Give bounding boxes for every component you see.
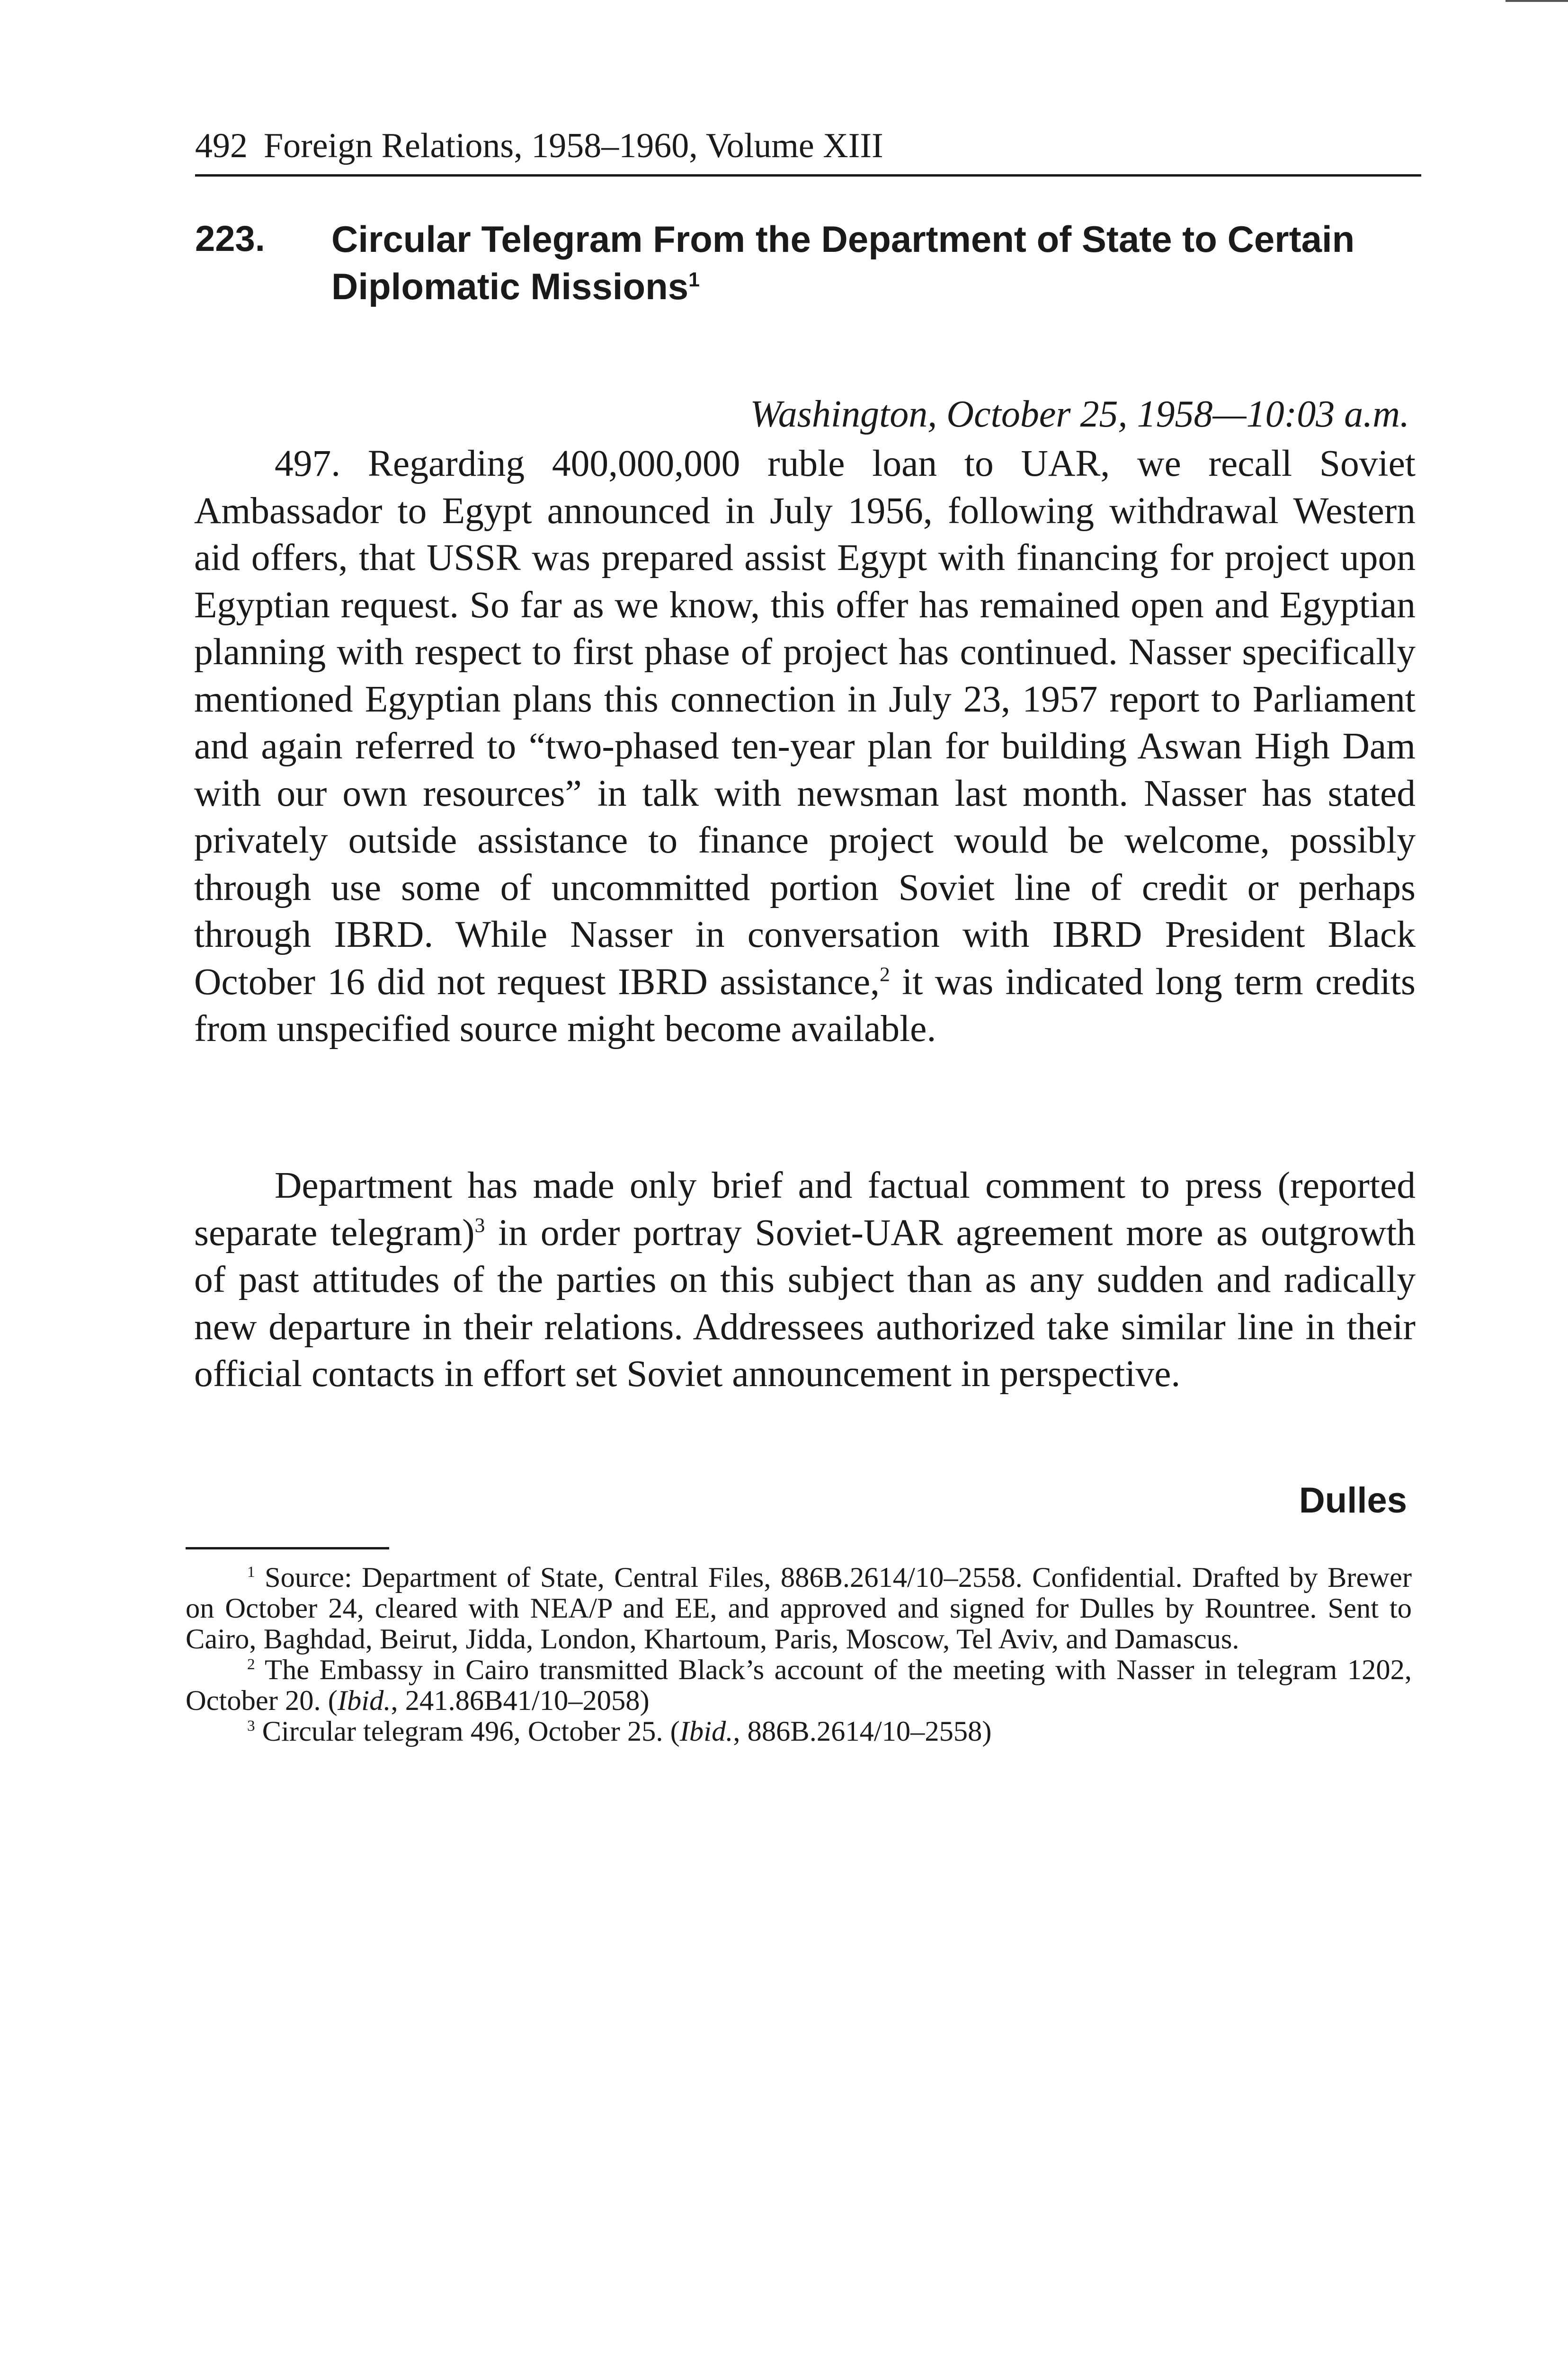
document-title-text: Circular Telegram From the Department of State to Certain Diplomatic Missions bbox=[331, 218, 1355, 307]
footnote-marker: 3 bbox=[247, 1717, 255, 1735]
footnote-2 bbox=[186, 1655, 1412, 1716]
paragraph-2-text: Department has made only brief and factual comment to press (reported separate telegram) bbox=[194, 1165, 1416, 1254]
dateline: Washington, October 25, 1958—10:03 a.m. bbox=[750, 393, 1409, 435]
document-number: 223. bbox=[195, 219, 265, 259]
footnote-3 bbox=[186, 1716, 1412, 1747]
signature: Dulles bbox=[1299, 1480, 1407, 1521]
top-edge-rule bbox=[1506, 0, 1568, 2]
paragraph-1-text-end: it was indicated long term credits from unspecified source might become available. bbox=[194, 961, 1416, 1050]
footnote-text-end: , 886B.2614/10–2558) bbox=[733, 1716, 992, 1747]
running-title: Foreign Relations, 1958–1960, Volume XIII bbox=[264, 126, 883, 165]
footnote-text: Source: Department of State, Central Files, 886B.2614/10–2558. Confidential. Drafted by Brewer on October 24, cleared with NEA/P and EE, and approved and signed for Dulles by Rountree. Sent to Cairo, Baghdad, Beirut, Jidda, London, Khartoum, Paris, Moscow, Tel Aviv, and Damascus. bbox=[186, 1562, 1412, 1655]
footnote-divider bbox=[186, 1547, 389, 1549]
footnote-text-end: , 241.86B41/10–2058) bbox=[391, 1685, 650, 1717]
footnote-ibid: Ibid. bbox=[337, 1685, 391, 1717]
page-number: 492 bbox=[195, 126, 248, 165]
document-title bbox=[331, 215, 1439, 310]
footnote-ref-3: 3 bbox=[474, 1214, 485, 1237]
body-paragraph-1 bbox=[194, 440, 1416, 1053]
footnote-ref-2: 2 bbox=[880, 963, 890, 986]
page-header bbox=[195, 117, 1421, 177]
paragraph-1-text: 497. Regarding 400,000,000 ruble loan to UAR, we recall Soviet Ambassador to Egypt announced in July 1956, following withdrawal Western aid offers, that USSR was prepared assist Egypt with financing for project upon Egyptian request. So far as we know, this offer has remained open and Egyptian planning with respect to first phase of project has continued. Nasser specifically mentioned Egyptian plans this connection in July 23, 1957 report to Parliament and again referred to “two-phased ten-year plan for building Aswan High Dam with our own resources” in talk with newsman last month. Nasser has stated privately outside assistance to finance project would be welcome, possibly through use some of uncommitted portion Soviet line of credit or perhaps through IBRD. While Nasser in conversation with IBRD President Black October 16 did not request IBRD assistance, bbox=[194, 443, 1416, 1003]
footnote-ref-1: 1 bbox=[688, 268, 700, 291]
footnote-text: Circular telegram 496, October 25. ( bbox=[262, 1716, 680, 1747]
paragraph-2-text-end: in order portray Soviet-UAR agreement more as outgrowth of past attitudes of the parties on this subject than as any sudden and radically new departure in their relations. Addressees authorized take similar line in their official contacts in effort set Soviet announcement in perspective. bbox=[194, 1211, 1416, 1395]
footnote-marker: 2 bbox=[247, 1655, 255, 1673]
footnotes bbox=[186, 1562, 1412, 1747]
footnote-1 bbox=[186, 1562, 1412, 1655]
footnote-marker: 1 bbox=[247, 1563, 255, 1581]
footnote-ibid: Ibid. bbox=[679, 1716, 733, 1747]
body-paragraph-2 bbox=[194, 1162, 1416, 1398]
footnote-text: The Embassy in Cairo transmitted Black’s account of the meeting with Nasser in telegram 1202, October 20. ( bbox=[186, 1654, 1412, 1717]
